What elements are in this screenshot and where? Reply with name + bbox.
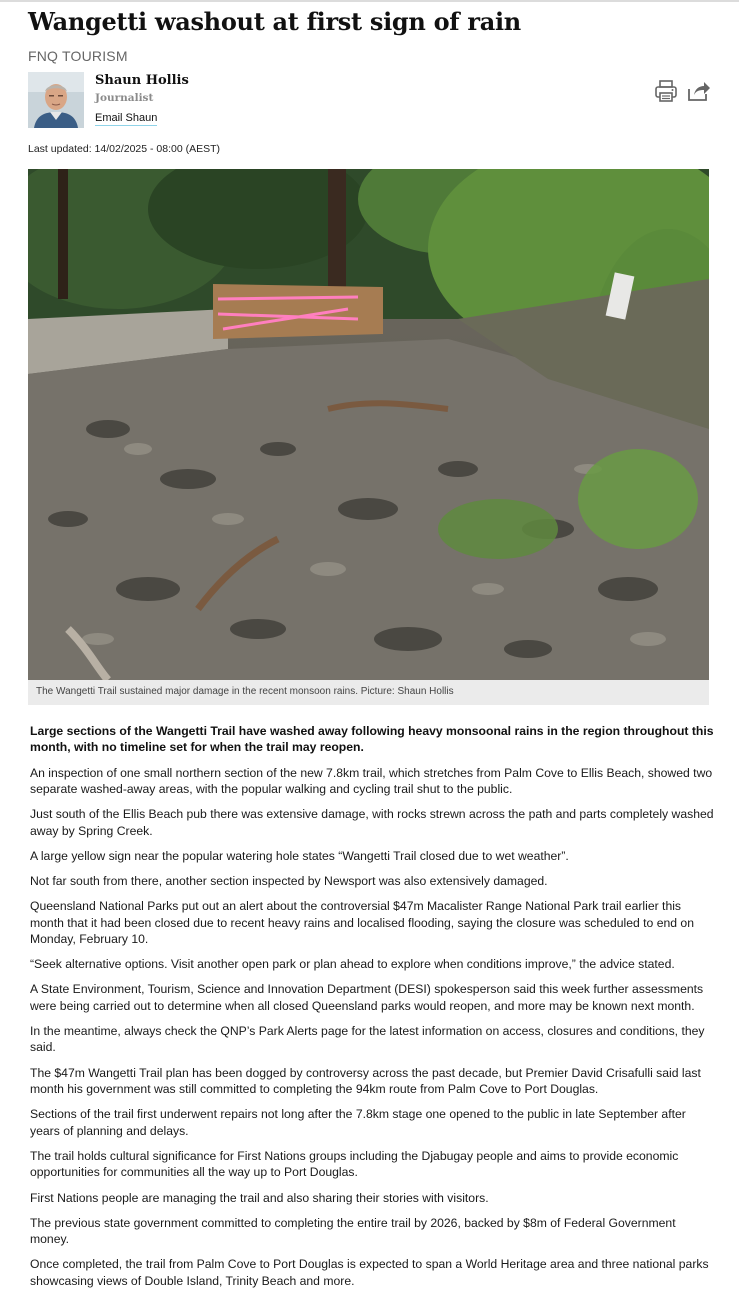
article-paragraph: In the meantime, always check the QNP’s Park Alerts page for the latest information on access, closures and conditions, they said. — [30, 1024, 705, 1055]
article-body — [30, 723, 716, 1298]
article-paragraph: A State Environment, Tourism, Science and Innovation Department (DESI) spokesperson said this week further assessments were being carried out to determine when all closed Queensland parks would reopen, and more may be known next month. — [30, 982, 704, 1013]
top-divider — [0, 0, 739, 2]
article-paragraph: “Seek alternative options. Visit another open park or plan ahead to explore when conditions improve,” the advice stated. — [30, 957, 675, 972]
section-link[interactable]: FNQ TOURISM — [28, 48, 128, 64]
article-paragraph: An inspection of one small northern section of the new 7.8km trail, which stretches from Palm Cove to Ellis Beach, showed two separate washed-away areas, with the popular walking and cycling trail shut to the public. — [30, 765, 713, 797]
author-photo — [28, 72, 84, 128]
article-paragraph: Sections of the trail first underwent repairs not long after the 7.8km stage one opened to the public in late September after years of planning and delays. — [30, 1107, 686, 1138]
article-lead-paragraph: Large sections of the Wangetti Trail have washed away following heavy monsoonal rains in the region throughout this month, with no timeline set for when the trail may reopen. — [30, 724, 714, 755]
article-paragraph: Just south of the Ellis Beach pub there was extensive damage, with rocks strewn across the path and parts completely washed away by Spring Creek. — [30, 807, 714, 838]
article-paragraph: The $47m Wangetti Trail plan has been dogged by controversy across the past decade, but Premier David Crisafulli said last month his government was still committed to completing the 94km route from Palm Cove to Port Douglas. — [30, 1065, 701, 1097]
image-caption: The Wangetti Trail sustained major damage in the recent monsoon rains. Picture: Shaun Hollis — [36, 686, 454, 697]
article-paragraph: Queensland National Parks put out an alert about the controversial $47m Macalister Range National Park trail earlier this month that it had been closed due to recent heavy rains and localised flooding, saying the closure was scheduled to end on Monday, February 10. — [30, 899, 694, 947]
author-avatar[interactable] — [28, 72, 84, 128]
article-headline: Wangetti washout at first sign of rain — [28, 7, 521, 36]
article-paragraph: The previous state government committed to completing the entire trail by 2026, backed by $8m of Federal Government money. — [30, 1215, 676, 1247]
article-paragraph: Not far south from there, another section inspected by Newsport was also extensively damaged. — [30, 874, 548, 889]
image-caption-bar — [28, 680, 709, 705]
print-button[interactable] — [653, 78, 679, 104]
author-role: Journalist — [95, 92, 154, 104]
last-updated: Last updated: 14/02/2025 - 08:00 (AEST) — [28, 143, 221, 155]
trail-damage-photo — [28, 169, 709, 680]
printer-icon — [653, 78, 679, 104]
hero-image — [28, 169, 709, 680]
article-paragraph: The trail holds cultural significance for First Nations groups including the Djabugay people and aims to provide economic opportunities for communities all the way up to Port Douglas. — [30, 1148, 679, 1180]
article-paragraph: Once completed, the trail from Palm Cove to Port Douglas is expected to span a World Heritage area and three national parks showcasing views of Double Island, Trinity Beach and more. — [30, 1257, 709, 1288]
article-paragraph: First Nations people are managing the trail and also sharing their stories with visitors. — [30, 1190, 489, 1205]
article-paragraph: A large yellow sign near the popular watering hole states “Wangetti Trail closed due to wet weather”. — [30, 848, 569, 863]
email-author-link[interactable]: Email Shaun — [95, 112, 158, 124]
share-button[interactable] — [686, 78, 712, 104]
share-arrow-icon — [686, 78, 712, 104]
author-name[interactable]: Shaun Hollis — [95, 73, 189, 88]
